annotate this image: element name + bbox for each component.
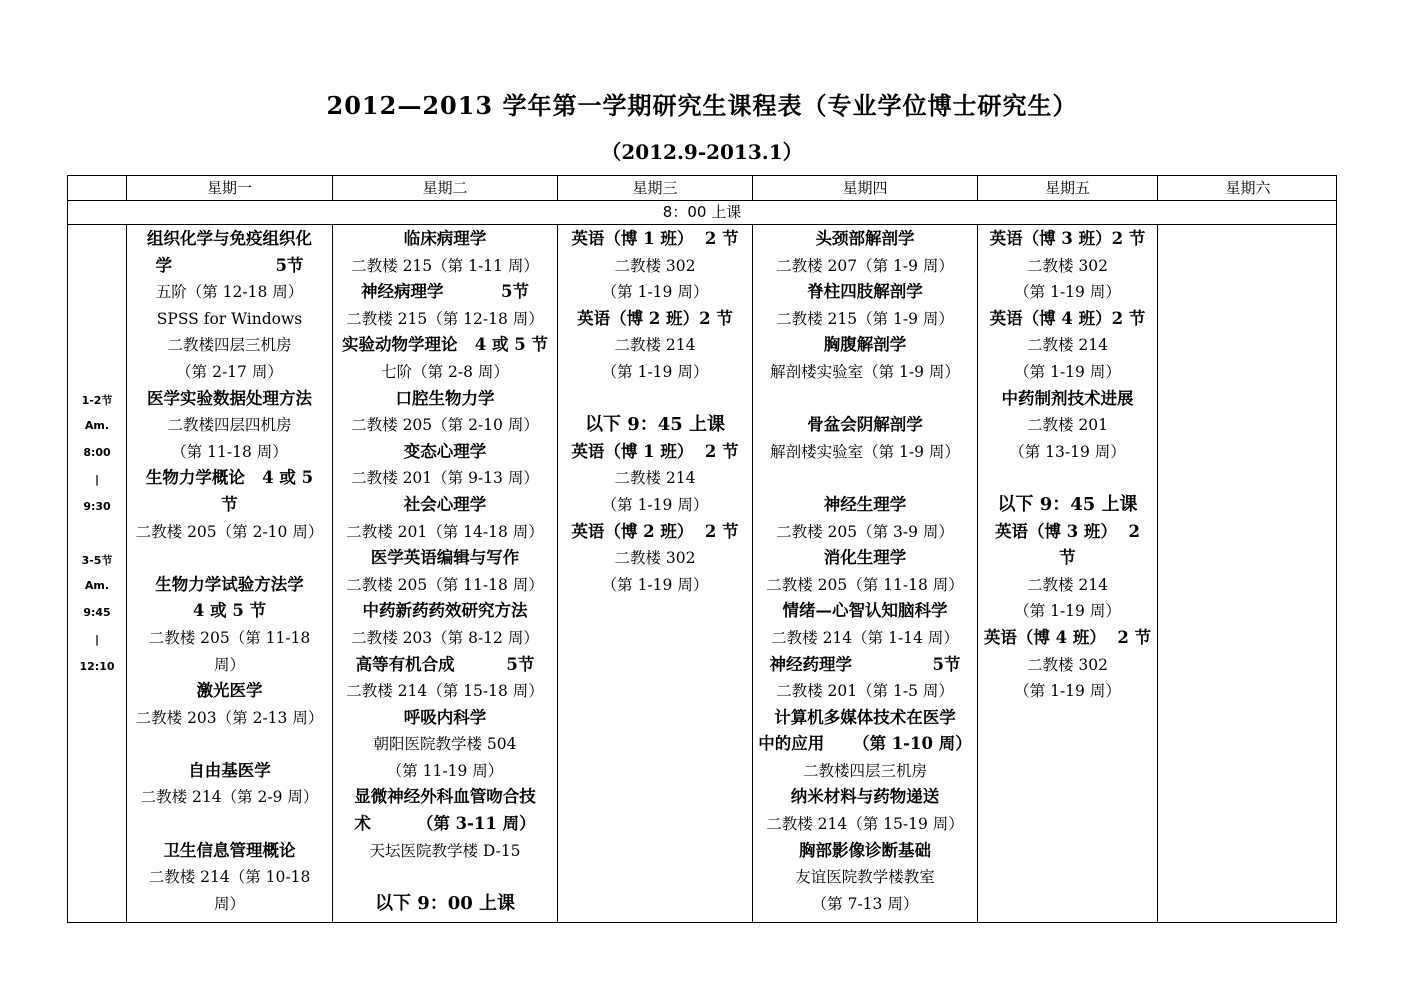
grid-line [68, 224, 1336, 225]
course-line: 临床病理学 [403, 229, 487, 248]
course-line: （第 11-19 周） [386, 761, 504, 780]
course-line: 二教楼 214（第 1-14 周） [771, 628, 959, 647]
course-line: 中药新药药效研究方法 [362, 601, 528, 621]
course-line: 4 或 5 节 [192, 601, 267, 621]
course-line: 二教楼 201（第 1-5 周） [776, 682, 954, 701]
course-line: 英语（博 3 班） 2 [995, 521, 1140, 541]
course-line: 胸腹解剖学 [823, 335, 907, 355]
course-line: 神经药理学 5节 [769, 654, 961, 674]
course-line: （第 1-19 周） [1014, 682, 1121, 701]
course-line: （第 1-19 周） [1014, 283, 1121, 302]
course-line: 天坛医院教学楼 D-15 [369, 841, 521, 860]
course-line: （第 7-13 周） [811, 894, 919, 913]
course-line: 二教楼四层四机房 [167, 416, 292, 435]
course-line: 中的应用 （第 1-10 周） [758, 734, 972, 754]
course-line: 中药制剂技术进展 [1001, 388, 1134, 408]
time-label: 9:30 [83, 500, 111, 513]
course-line: 二教楼 214 [1026, 336, 1108, 355]
header-corner [68, 176, 126, 200]
course-line: 英语（博 2 班）2 节 [577, 308, 733, 328]
spacer [978, 465, 1157, 492]
course-line: 卫生信息管理概论 [163, 840, 296, 860]
course-line: 二教楼 214 [614, 469, 696, 488]
thursday-column [753, 226, 977, 922]
course-line: 二教楼 214 [1026, 575, 1108, 594]
course-line: 以下 9：45 上课 [997, 493, 1138, 515]
course-line: 二教楼四层三机房 [167, 336, 292, 355]
course-line: 实验动物学理论 4 或 5 节 [342, 335, 548, 355]
time-label: 8:00 [83, 446, 111, 459]
course-line: 二教楼 214（第 2-9 周） [140, 788, 319, 807]
course-line: 自由基医学 [188, 760, 271, 780]
course-line: 消化生理学 [823, 548, 907, 568]
time-label: 12:10 [79, 660, 115, 673]
time-label: Am. [84, 419, 110, 432]
header-friday: 星期五 [1044, 179, 1090, 197]
time-label-column [68, 226, 126, 922]
header-monday: 星期一 [206, 179, 252, 197]
course-line: 口腔生物力学 [395, 388, 495, 408]
course-line: 二教楼 205（第 3-9 周） [776, 522, 954, 541]
course-line: 二教楼 214（第 10-18 [148, 868, 311, 887]
time-label: 9:45 [83, 606, 111, 619]
wednesday-column [558, 226, 752, 922]
course-line: 学 5节 [155, 255, 304, 275]
header-thursday: 星期四 [842, 179, 888, 197]
course-line: 周） [213, 894, 245, 913]
page-subtitle: （2012.9-2013.1） [601, 140, 803, 164]
course-line: 周） [213, 655, 245, 674]
spacer [127, 731, 332, 758]
course-line: 骨盆会阴解剖学 [807, 415, 923, 435]
time-label: 3-5节 [81, 554, 113, 567]
course-line: （第 13-19 周） [1009, 442, 1126, 461]
course-line: （第 1-19 周） [1014, 362, 1121, 381]
tuesday-column [333, 226, 557, 922]
course-line: 二教楼 214（第 15-19 周） [766, 815, 964, 834]
page-title: 2012—2013 学年第一学期研究生课程表（专业学位博士研究生） [326, 91, 1078, 120]
course-line: 七阶（第 2-8 周） [381, 362, 509, 381]
course-line: 二教楼 214（第 15-18 周） [346, 682, 544, 701]
course-line: 二教楼 205（第 2-10 周） [351, 416, 539, 435]
course-line: 英语（博 1 班） 2 节 [571, 229, 739, 248]
course-line: 英语（博 4 班）2 节 [989, 308, 1146, 328]
course-line: 英语（博 4 班） 2 节 [983, 627, 1152, 647]
course-line: 解剖楼实验室（第 1-9 周） [770, 442, 960, 461]
course-line: 二教楼 205（第 11-18 周） [766, 575, 964, 594]
header-wednesday: 星期三 [632, 179, 678, 197]
course-line: 术 （第 3-11 周） [354, 814, 536, 834]
course-line: 二教楼 302 [614, 256, 696, 275]
course-line: 二教楼 302 [1026, 256, 1108, 275]
time-label: | [94, 633, 100, 646]
course-line: 二教楼 207（第 1-9 周） [776, 256, 954, 275]
spacer [753, 465, 977, 492]
course-line: （第 1-19 周） [601, 362, 709, 381]
course-line: 二教楼 215（第 12-18 周） [346, 309, 544, 328]
course-line: 以下 9：45 上课 [584, 414, 726, 436]
time-label: 1-2节 [81, 394, 113, 407]
course-line: （第 1-19 周） [601, 495, 709, 514]
course-line: 二教楼 215（第 1-11 周） [351, 256, 539, 275]
course-line: 二教楼 205（第 11-18 周） [346, 575, 544, 594]
spacer [558, 386, 752, 413]
course-line: 二教楼 201（第 14-18 周） [346, 522, 544, 541]
course-line: 二教楼 201 [1026, 416, 1108, 435]
course-line: 二教楼 214 [614, 336, 696, 355]
course-line: 生物力学试验方法学 [155, 574, 304, 594]
course-line: 激光医学 [196, 681, 263, 701]
course-line: 显微神经外科血管吻合技 [354, 787, 536, 807]
spacer [127, 545, 332, 572]
course-line: 神经生理学 [823, 494, 907, 514]
course-line: 二教楼 203（第 2-13 周） [135, 708, 324, 727]
spacer [753, 386, 977, 413]
time-label: | [94, 473, 100, 486]
course-line: 二教楼 302 [614, 549, 696, 568]
course-line: 呼吸内科学 [403, 707, 487, 727]
course-line: 节 [1059, 548, 1076, 568]
header-tuesday: 星期二 [422, 179, 468, 197]
course-line: 情绪—心智认知脑科学 [782, 601, 948, 621]
course-line: （第 1-19 周） [601, 283, 709, 302]
friday-column [978, 226, 1157, 922]
time-label: Am. [84, 579, 110, 592]
course-line: 二教楼 201（第 9-13 周） [351, 469, 539, 488]
saturday-column [1158, 226, 1337, 922]
course-line: （第 11-18 周） [171, 442, 288, 461]
monday-column [127, 226, 332, 922]
course-line: 计算机多媒体技术在医学 [774, 707, 956, 727]
course-line: 五阶（第 12-18 周） [155, 283, 304, 302]
header-saturday: 星期六 [1225, 179, 1271, 197]
course-line: 二教楼四层三机房 [802, 761, 927, 780]
course-line: 医学英语编辑与写作 [370, 548, 520, 568]
schedule-table [67, 175, 1337, 923]
course-line: （第 1-19 周） [1014, 602, 1121, 621]
course-line: 变态心理学 [403, 441, 487, 461]
course-line: 英语（博 3 班）2 节 [989, 229, 1146, 248]
course-line: 英语（博 2 班） 2 节 [571, 521, 739, 541]
course-line: 生物力学概论 4 或 5 [145, 468, 314, 488]
course-line: 以下 9：00 上课 [374, 892, 516, 914]
start-time-row: 8：00 上课 [68, 201, 1336, 224]
course-line: 解剖楼实验室（第 1-9 周） [770, 362, 960, 381]
course-line: 友谊医院教学楼教室 [795, 868, 935, 887]
course-line: 二教楼 215（第 1-9 周） [776, 309, 954, 328]
course-line: 脊柱四肢解剖学 [807, 282, 923, 302]
course-line: 胸部影像诊断基础 [799, 840, 931, 860]
course-line: 组织化学与免疫组织化 [147, 229, 312, 248]
course-line: （第 2-17 周） [176, 362, 283, 381]
course-line: 头颈部解剖学 [815, 229, 915, 248]
spacer [333, 864, 557, 891]
course-line: 二教楼 302 [1026, 655, 1108, 674]
course-line: 高等有机合成 5节 [355, 654, 535, 674]
course-line: 英语（博 1 班） 2 节 [571, 441, 739, 461]
course-line: 二教楼 205（第 2-10 周） [135, 522, 324, 541]
course-line: 朝阳医院教学楼 504 [373, 735, 517, 754]
course-line: 二教楼 205（第 11-18 [148, 628, 311, 647]
course-line: 节 [221, 494, 238, 514]
course-line: 纳米材料与药物递送 [790, 787, 940, 807]
course-line: SPSS for Windows [156, 309, 303, 328]
course-line: （第 1-19 周） [601, 575, 709, 594]
course-line: 二教楼 203（第 8-12 周） [351, 628, 539, 647]
course-line: 神经病理学 5节 [361, 282, 529, 302]
course-line: 医学实验数据处理方法 [147, 388, 312, 408]
course-line: 社会心理学 [403, 494, 487, 514]
spacer [127, 811, 332, 838]
